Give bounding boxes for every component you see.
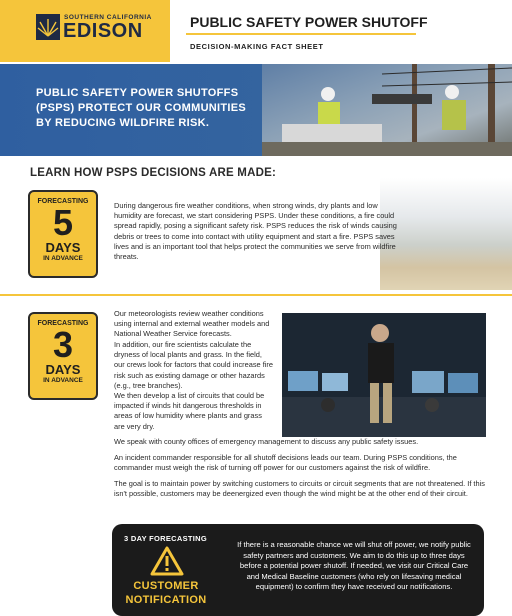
logo-wordmark: EDISON bbox=[63, 20, 143, 42]
badge-number: 3 bbox=[52, 324, 74, 365]
forecast-3-paragraph-6: The goal is to maintain power by switching customers to circuits or circuit segments that are not threatened. If this isn't possible, customers may be deenergized even though the wind might be at the other end of their circuit. bbox=[114, 479, 485, 499]
forecast-3-paragraph-3: We then develop a list of circuits that could be impacted if winds hit dangerous thresholds in areas of low humidity where plants and grass are very dry. bbox=[114, 391, 265, 431]
badge-label: FORECASTING bbox=[37, 320, 89, 327]
hero-line-1: PUBLIC SAFETY POWER SHUTOFFS bbox=[36, 87, 239, 99]
title-divider bbox=[186, 33, 416, 35]
forecast-3-paragraph-5: An incident commander responsible for all shutoff decisions leads our team. During PSPS conditions, the commander must weigh the risk of turning off power for our customers against the risk of wildfire. bbox=[114, 453, 457, 473]
section-divider bbox=[0, 294, 512, 296]
forecast-5-text: During dangerous fire weather conditions, when strong winds, dry plants and low humidity are forecast, we start considering PSPS. Under these conditions, a fire could spread rapidly, posing a significant safety risk. PSPS reduces the risk of winds causing debris or trees to come into contact with utility equipment and start a fire. PSPS saves lives and is an important tool that helps protect the communities we serve from wildfire threats. bbox=[114, 201, 397, 262]
notice-label: 3 DAY FORECASTING bbox=[124, 534, 208, 543]
forecast-3-paragraph-4: We speak with county offices of emergency management to discuss any public safety issues. bbox=[114, 437, 419, 446]
forecast-5-days-badge bbox=[28, 190, 98, 278]
hero-headline bbox=[36, 86, 266, 131]
forecast-3-paragraph-2: In addition, our fire scientists calculate the dryness of local plants and grass. In the field, our crews look for factors that could increase fire risk such as existing damage or other hazards (e.g., tree branches). bbox=[114, 340, 273, 390]
badge-number: 5 bbox=[52, 202, 74, 243]
badge-label: FORECASTING bbox=[37, 198, 89, 205]
badge-advance: IN ADVANCE bbox=[43, 377, 83, 384]
logo-company-line: SOUTHERN CALIFORNIA bbox=[64, 14, 152, 21]
notice-title-line-1: CUSTOMER bbox=[133, 580, 199, 592]
edison-logo-icon bbox=[36, 14, 60, 40]
crew-photo bbox=[262, 64, 512, 156]
notice-title-line-2: NOTIFICATION bbox=[125, 594, 207, 606]
hero-banner bbox=[0, 64, 512, 156]
document-subtitle: DECISION-MAKING FACT SHEET bbox=[190, 42, 324, 51]
forecast-3-paragraph-1: Our meteorologists review weather conditions using internal and external weather models and National Weather Service forecasts. bbox=[114, 309, 270, 339]
badge-unit: DAYS bbox=[45, 240, 81, 255]
badge-unit: DAYS bbox=[45, 362, 81, 377]
section-heading: LEARN HOW PSPS DECISIONS ARE MADE: bbox=[30, 167, 276, 179]
hero-line-3: BY REDUCING WILDFIRE RISK. bbox=[36, 116, 210, 129]
notice-text: If there is a reasonable chance we will shut off power, we notify public safety partners and customers. We aim to do this up to three days before a potential power shutoff. If needed, we visit our Critical Care and Medical Baseline customers (who rely on lifesaving medical equipment) to confirm they have received our notifications. bbox=[237, 540, 471, 592]
operations-center-photo bbox=[282, 313, 486, 437]
utility-workers-illustration bbox=[262, 64, 512, 156]
warning-icon bbox=[150, 546, 184, 576]
forecast-3-days-badge bbox=[28, 312, 98, 400]
badge-advance: IN ADVANCE bbox=[43, 255, 83, 262]
hero-line-2: (PSPS) PROTECT OUR COMMUNITIES bbox=[36, 101, 247, 114]
control-room-illustration bbox=[282, 313, 486, 437]
document-title: PUBLIC SAFETY POWER SHUTOFF bbox=[190, 14, 428, 30]
